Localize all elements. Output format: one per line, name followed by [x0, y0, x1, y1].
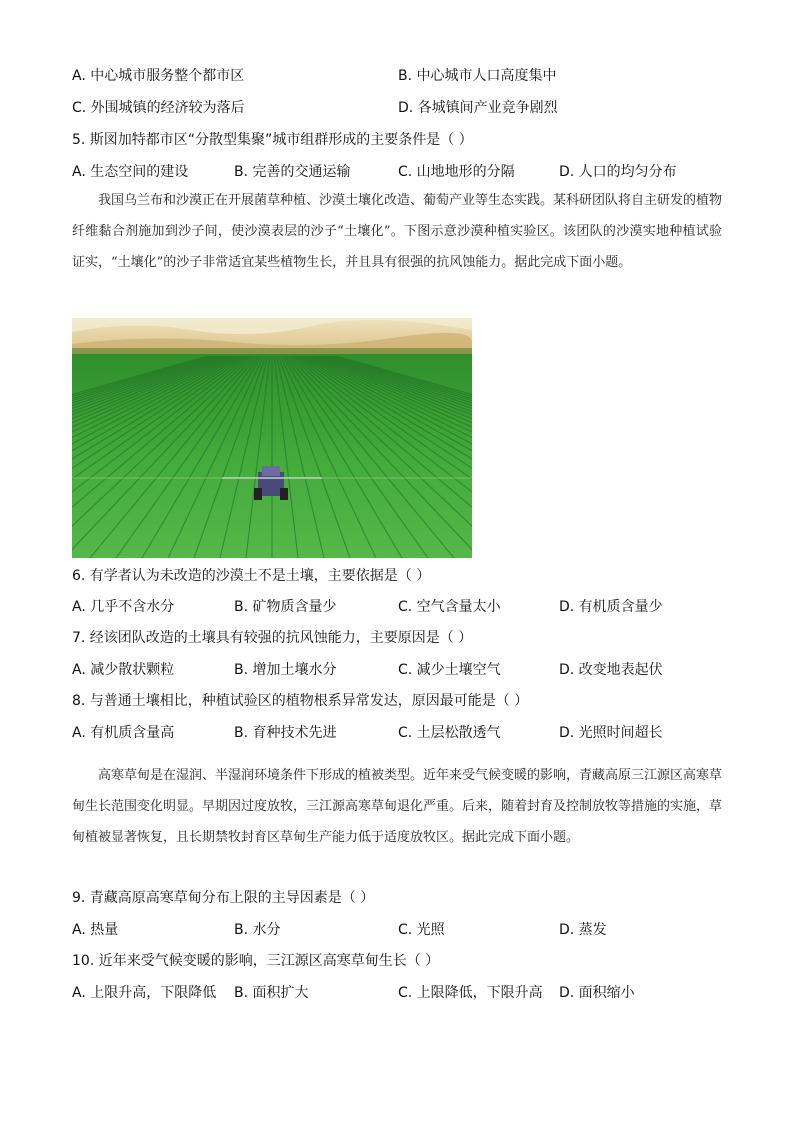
- q10-option-d[interactable]: D. 面积缩小: [559, 985, 635, 1001]
- q9-option-c[interactable]: C. 光照: [398, 922, 445, 938]
- q5-option-d[interactable]: D. 人口的均匀分布: [559, 164, 677, 180]
- q7-option-d[interactable]: D. 改变地表起伏: [559, 662, 663, 678]
- q4-option-a[interactable]: A. 中心城市服务整个都市区: [72, 68, 245, 84]
- q9-option-a[interactable]: A. 热量: [72, 922, 119, 938]
- passage-desert-soil: 我国乌兰布和沙漠正在开展菌草种植、沙漠土壤化改造、葡萄产业等生态实践。某科研团队将自主研发的植物纤维黏合剂施加到沙子间，使沙漠表层的沙子“土壤化”。下图示意沙漠种植实验区。该团队的沙漠实地种植试验证实，“土壤化”的沙子非常适宜某些植物生长，并且具有很强的抗风蚀能力。据此完成下面小题。: [72, 193, 723, 270]
- q6-option-a[interactable]: A. 几乎不含水分: [72, 599, 175, 615]
- q5-option-a[interactable]: A. 生态空间的建设: [72, 164, 189, 180]
- passage-alpine-meadow: 高寒草甸是在湿润、半湿润环境条件下形成的植被类型。近年来受气候变暖的影响，青藏高原三江源区高寒草甸生长范围变化明显。早期因过度放牧，三江源高寒草甸退化严重。后来，随着封育及控制放牧等措施的实施，草甸植被显著恢复，且长期禁牧封育区草甸生产能力低于适度放牧区。据此完成下面小题。: [72, 768, 723, 845]
- q10-option-a[interactable]: A. 上限升高，下限降低: [72, 985, 217, 1001]
- q9-stem: 9. 青藏高原高寒草甸分布上限的主导因素是（ ）: [72, 890, 375, 906]
- q8-stem: 8. 与普通土壤相比，种植试验区的植物根系异常发达，原因最可能是（ ）: [72, 693, 529, 709]
- q5-option-c[interactable]: C. 山地地形的分隔: [398, 164, 515, 180]
- desert-farm-illustration: [72, 318, 472, 558]
- q7-stem: 7. 经该团队改造的土壤具有较强的抗风蚀能力，主要原因是（ ）: [72, 630, 473, 646]
- q4-option-b[interactable]: B. 中心城市人口高度集中: [398, 68, 557, 84]
- q8-option-c[interactable]: C. 土层松散透气: [398, 725, 501, 741]
- q10-option-b[interactable]: B. 面积扩大: [234, 985, 309, 1001]
- q9-option-d[interactable]: D. 蒸发: [559, 922, 607, 938]
- q7-option-a[interactable]: A. 减少散状颗粒: [72, 662, 175, 678]
- q8-option-b[interactable]: B. 育种技术先进: [234, 725, 337, 741]
- q7-option-c[interactable]: C. 减少土壤空气: [398, 662, 501, 678]
- q5-stem: 5. 斯図加特都市区“分散型集聚”城市组群形成的主要条件是（ ）: [72, 132, 473, 148]
- q6-option-c[interactable]: C. 空气含量太小: [398, 599, 501, 615]
- q10-option-c[interactable]: C. 上限降低，下限升高: [398, 985, 543, 1001]
- q5-option-b[interactable]: B. 完善的交通运输: [234, 164, 351, 180]
- q4-option-d[interactable]: D. 各城镇间产业竞争剧烈: [398, 100, 558, 116]
- q9-option-b[interactable]: B. 水分: [234, 922, 281, 938]
- desert-farm-photo: [72, 318, 472, 558]
- q6-stem: 6. 有学者认为未改造的沙漠土不是土壤，主要依据是（ ）: [72, 568, 431, 584]
- q6-option-b[interactable]: B. 矿物质含量少: [234, 599, 337, 615]
- q10-stem: 10. 近年来受气候变暖的影响，三江源区高寒草甸生长（ ）: [72, 953, 440, 969]
- q8-option-a[interactable]: A. 有机质含量高: [72, 725, 175, 741]
- q4-option-c[interactable]: C. 外围城镇的经济较为落后: [72, 100, 245, 116]
- q8-option-d[interactable]: D. 光照时间超长: [559, 725, 663, 741]
- q6-option-d[interactable]: D. 有机质含量少: [559, 599, 663, 615]
- q7-option-b[interactable]: B. 增加土壤水分: [234, 662, 337, 678]
